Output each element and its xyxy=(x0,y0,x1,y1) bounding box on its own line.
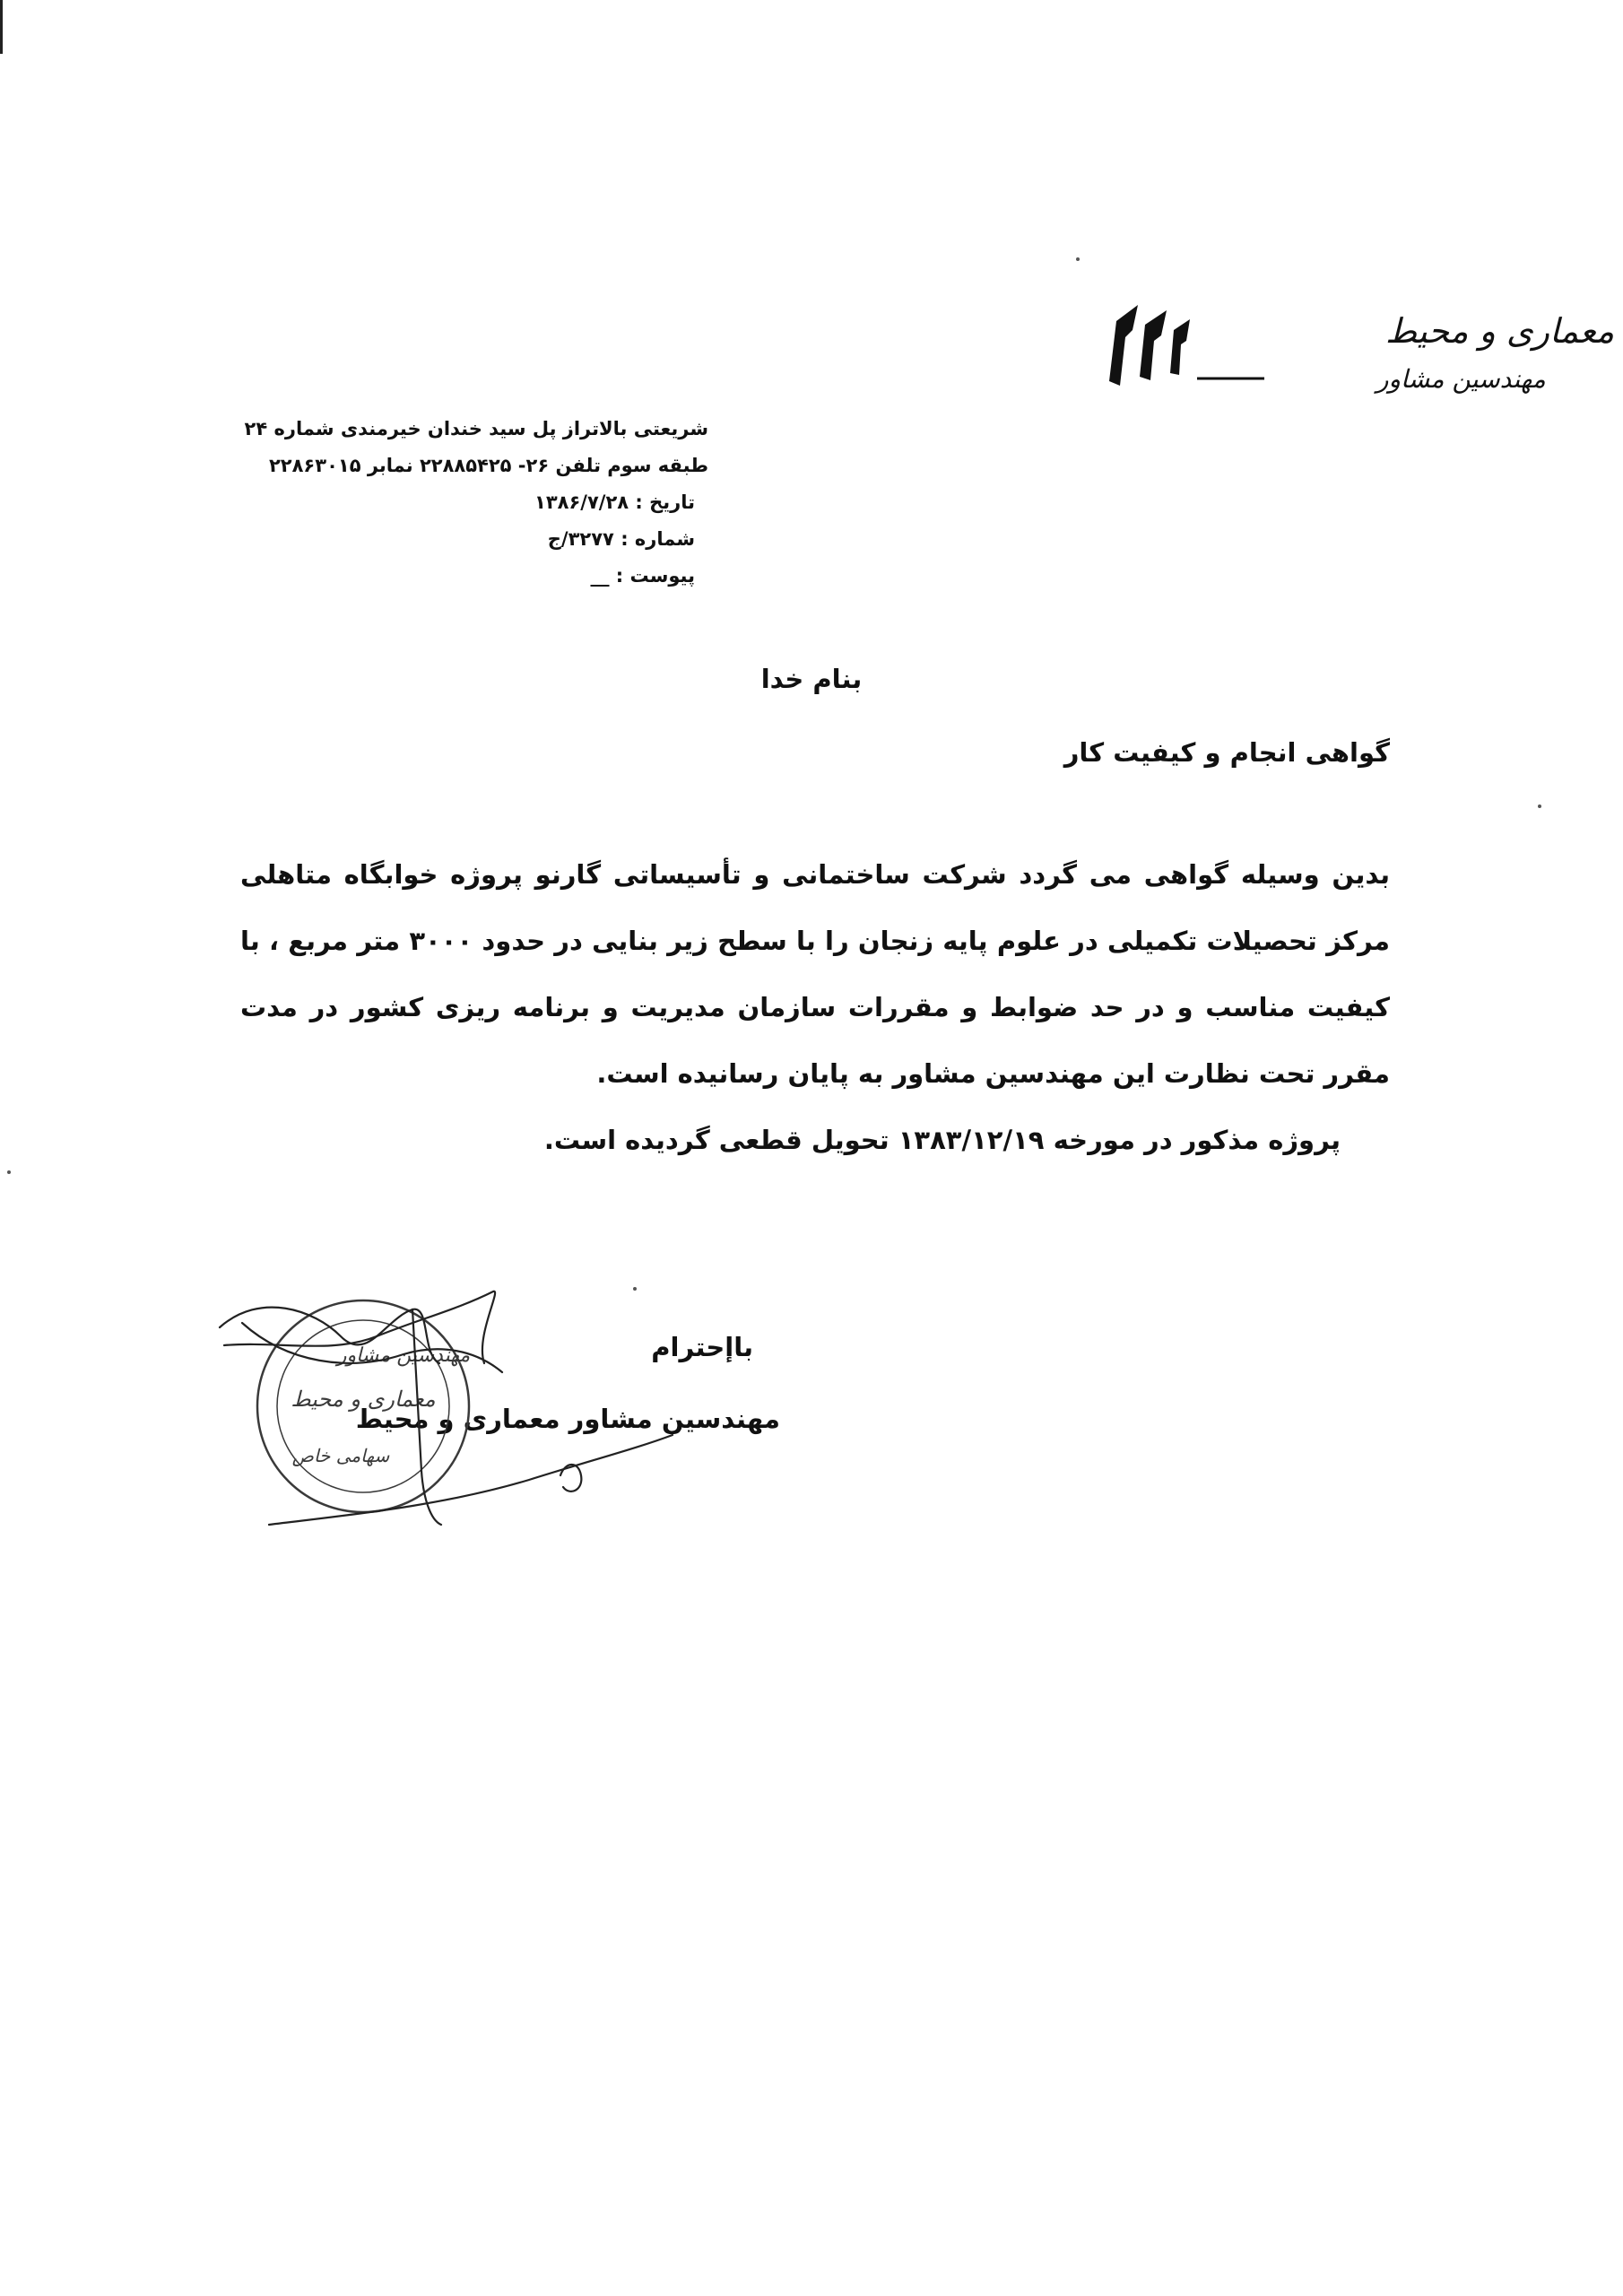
number-label: شماره : xyxy=(621,528,695,550)
attachment-line xyxy=(260,558,708,595)
letterhead-block xyxy=(244,411,708,595)
date-line xyxy=(260,484,708,521)
basmala-heading: بنام خدا xyxy=(760,664,863,694)
letter-subject: گواهی انجام و کیفیت کار xyxy=(1063,737,1390,768)
body-paragraph-1: بدین وسیله گواهی می گردد شرکت ساختمانی و تأسیساتی گارنو پروژه خوابگاه متاهلی مرکز تحصیلات تکمیلی در علوم پایه زنجان را با سطح زیر بنایی در حدود ۳۰۰۰ متر مربع ، با کیفیت مناسب و در حد ضوابط و مقررات سازمان مدیریت و برنامه ریزی کشور در مدت مقرر تحت نظارت این مهندسین مشاور به پایان رسانیده است. xyxy=(240,859,1390,1089)
date-value: ۱۳۸۶/۷/۲۸ xyxy=(534,491,629,513)
company-logo xyxy=(1107,287,1615,404)
body-paragraph-2: پروژه مذکور در مورخه ۱۳۸۳/۱۲/۱۹ تحویل قطعی گردیده است. xyxy=(543,1125,1341,1155)
number-value: ۳۲۷۷/ج xyxy=(547,528,614,550)
scan-edge xyxy=(0,0,3,54)
letter-body xyxy=(240,841,1390,1173)
logo-mark-icon xyxy=(1109,305,1190,386)
scan-speck xyxy=(1076,257,1080,261)
scan-speck xyxy=(633,1287,637,1291)
regards-text: باإحترام xyxy=(651,1332,753,1362)
number-line xyxy=(260,521,708,558)
seal-text-1: مهندسین مشاور xyxy=(336,1344,471,1367)
logo-graphic xyxy=(1107,287,1615,404)
address-line-2: طبقه سوم تلفن ۲۶- ۲۲۸۸۵۴۲۵ نمابر ۲۲۸۶۳۰۱۵ xyxy=(268,455,708,476)
address-line-1: شریعتی بالاتراز پل سید خندان خیرمندی شماره ۲۴ xyxy=(244,418,708,439)
attachment-label: پیوست : xyxy=(615,565,695,587)
stamp-graphic xyxy=(206,1256,735,1543)
logo-name-line1: معماری و محیط xyxy=(1385,311,1615,351)
scan-speck xyxy=(1538,804,1541,808)
date-label: تاریخ : xyxy=(635,491,695,513)
logo-name-line2: مهندسین مشاور xyxy=(1376,364,1546,394)
stamp-and-signature xyxy=(206,1256,735,1543)
seal-text-2: معماری و محیط xyxy=(291,1387,436,1412)
attachment-value: __ xyxy=(590,565,610,587)
sender-name: مهندسین مشاور معماری و محیط xyxy=(355,1404,780,1434)
scan-speck xyxy=(7,1170,11,1174)
seal-text-3: سهامی خاص xyxy=(291,1445,390,1466)
